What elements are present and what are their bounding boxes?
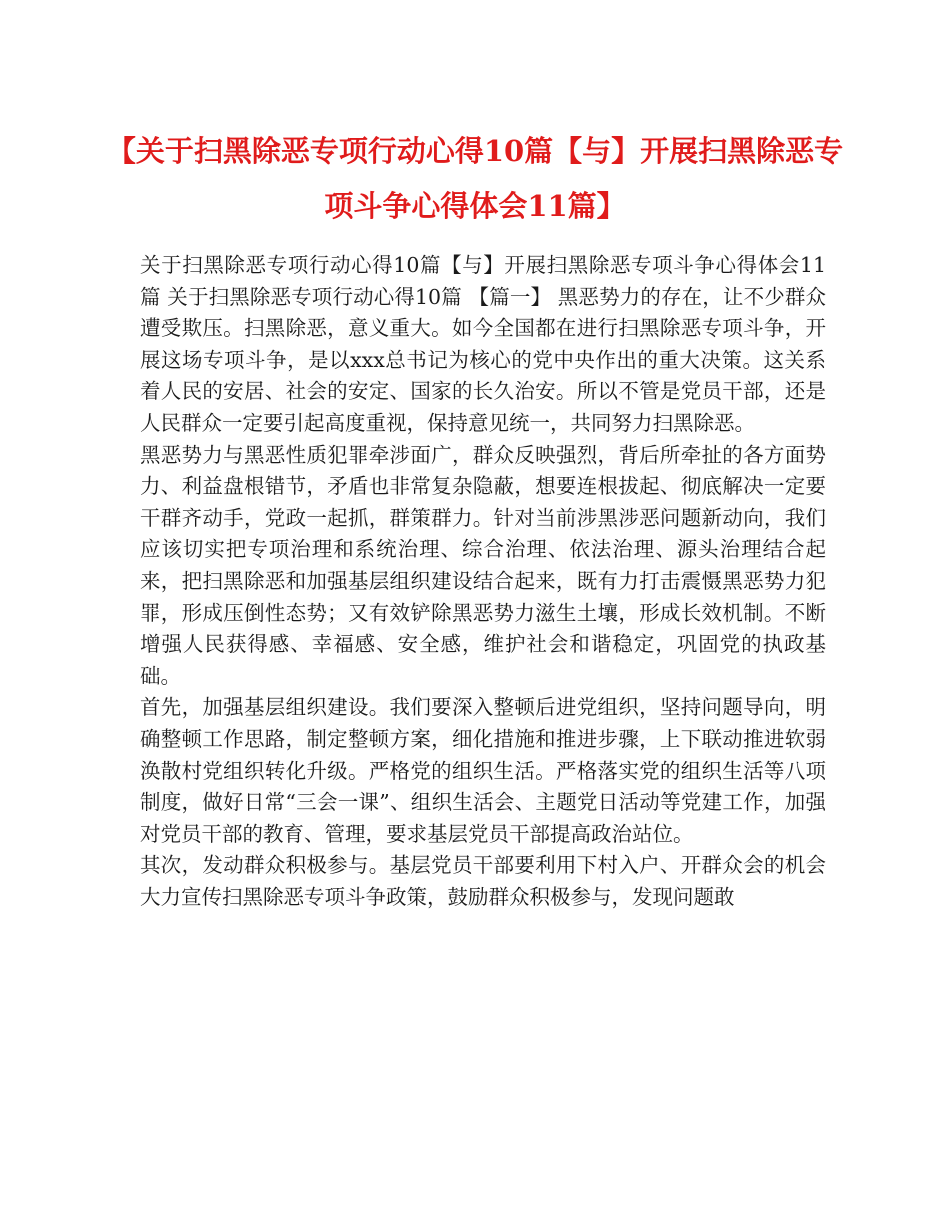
- paragraph-2: 黑恶势力与黑恶性质犯罪牵涉面广，群众反映强烈，背后所牵扯的各方面势力、利益盘根错节，矛盾也非常复杂隐蔽，想要连根拔起、彻底解决一定要干群齐动手，党政一起抓，群策群力。针对当前涉黑涉恶问题新动向，我们应该切实把专项治理和系统治理、综合治理、依法治理、源头治理结合起来，把扫黑除恶和加强基层组织建设结合起来，既有力打击震慑黑恶势力犯罪，形成压倒性态势；又有效铲除黑恶势力滋生土壤，形成长效机制。不断增强人民获得感、幸福感、安全感，维护社会和谐稳定，巩固党的执政基础。: [140, 442, 826, 688]
- document-body: [140, 250, 826, 913]
- paragraph-1: 关于扫黑除恶专项行动心得10篇【与】开展扫黑除恶专项斗争心得体会11篇 关于扫黑除恶专项行动心得10篇 【篇一】 黑恶势力的存在，让不少群众遭受欺压。扫黑除恶，意义重大。如今全国都在进行扫黑除恶专项斗争，开展这场专项斗争，是以xxx总书记为核心的党中央作出的重大决策。这关系着人民的安居、社会的安定、国家的长久治安。所以不管是党员干部，还是人民群众一定要引起高度重视，保持意见统一，共同努力扫黑除恶。: [140, 253, 826, 435]
- paragraph-4: 其次，发动群众积极参与。基层党员干部要利用下村入户、开群众会的机会大力宣传扫黑除恶专项斗争政策，鼓励群众积极参与，发现问题敢: [140, 853, 826, 909]
- document-title: 【关于扫黑除恶专项行动心得10篇【与】开展扫黑除恶专项斗争心得体会11篇】: [106, 134, 844, 223]
- paragraph-3: 首先，加强基层组织建设。我们要深入整顿后进党组织，坚持问题导向，明确整顿工作思路，制定整顿方案，细化措施和推进步骤，上下联动推进软弱涣散村党组织转化升级。严格党的组织生活。严格落实党的组织生活等八项制度，做好日常“三会一课”、组织生活会、主题党日活动等党建工作，加强对党员干部的教育、管理，要求基层党员干部提高政治站位。: [140, 695, 826, 846]
